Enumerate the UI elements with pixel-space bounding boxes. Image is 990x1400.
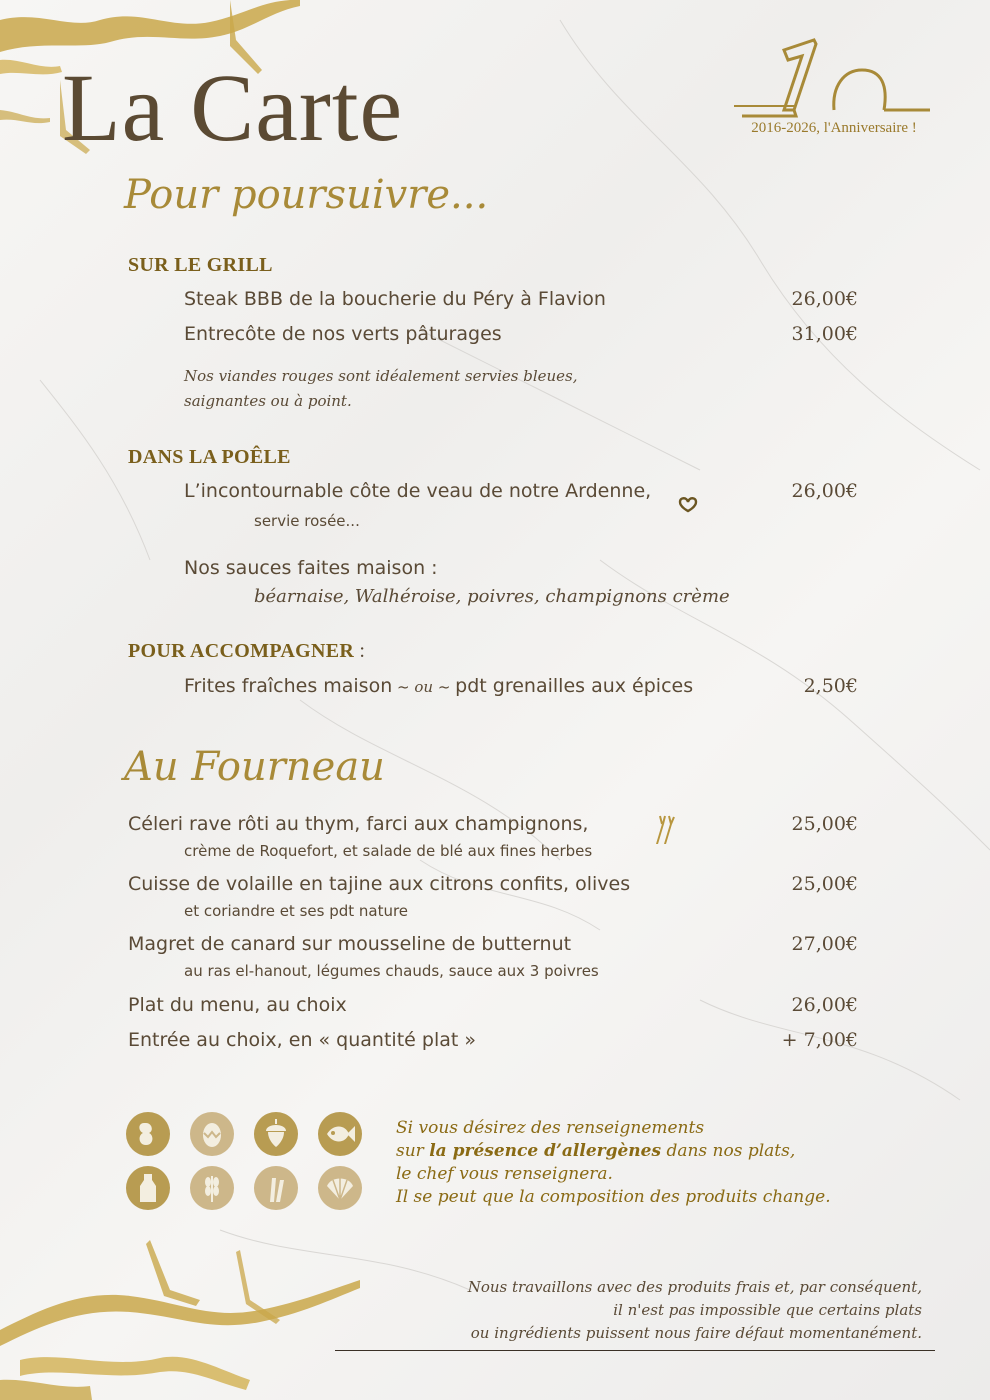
allergen-info xyxy=(396,1117,831,1209)
footer-divider xyxy=(335,1350,935,1351)
nut-icon xyxy=(254,1112,298,1156)
menu-item-volaille: Cuisse de volaille en tajine aux citrons confits, olives xyxy=(128,873,631,895)
accompagnement-sep2: ~ xyxy=(433,678,456,696)
egg-icon xyxy=(190,1112,234,1156)
menu-item-entrecote-price: 31,00€ xyxy=(791,323,858,345)
accompagnement-frites: Frites fraîches maison xyxy=(184,675,393,697)
sauces-list: béarnaise, Walhéroise, poivres, champignons crème xyxy=(254,586,730,607)
allergen-info-line1: Si vous désirez des renseignements xyxy=(396,1118,705,1138)
category-sur-le-grill: SUR LE GRILL xyxy=(128,254,273,276)
peanut-icon xyxy=(126,1112,170,1156)
category-dans-la-poele: DANS LA POÊLE xyxy=(128,446,291,468)
menu-item-celeri-price: 25,00€ xyxy=(791,813,858,835)
accompagnement-grenailles: pdt grenailles aux épices xyxy=(455,675,694,697)
menu-item-magret: Magret de canard sur mousseline de butternut xyxy=(128,933,572,955)
allergen-info-line2 xyxy=(396,1140,831,1163)
grill-note-line1: Nos viandes rouges sont idéalement servies bleues, xyxy=(184,367,578,385)
milk-icon xyxy=(126,1166,170,1210)
ten-years-logo-icon xyxy=(724,30,944,120)
category-pour-accompagner xyxy=(128,640,365,663)
anniversary-badge xyxy=(724,30,944,150)
footer-line3: ou ingrédients puissent nous faire défaut momentanément. xyxy=(470,1324,922,1342)
accompagnement-ou: ou xyxy=(414,678,434,696)
menu-item-cote-de-veau-price: 26,00€ xyxy=(791,480,858,502)
anniversary-text: 2016-2026, l'Anniversaire ! xyxy=(751,120,917,136)
shellfish-icon xyxy=(318,1166,362,1210)
menu-item-entrecote: Entrecôte de nos verts pâturages xyxy=(184,323,502,345)
section-title-pour-poursuivre: Pour poursuivre... xyxy=(124,172,489,218)
menu-item-celeri-sub: crème de Roquefort, et salade de blé aux fines herbes xyxy=(184,842,593,860)
page-title: La Carte xyxy=(62,54,404,161)
allergen-info-line3: le chef vous renseignera. xyxy=(396,1164,613,1184)
footer-line1: Nous travaillons avec des produits frais et, par conséquent, xyxy=(467,1278,922,1296)
category-pour-accompagner-label: POUR ACCOMPAGNER xyxy=(128,640,355,662)
menu-item-accompagnement xyxy=(184,675,693,697)
menu-item-steak: Steak BBB de la boucherie du Péry à Flavion xyxy=(184,288,606,310)
gold-leaf-decoration-bottom xyxy=(0,1230,360,1400)
menu-item-plat-du-menu: Plat du menu, au choix xyxy=(128,994,347,1016)
grill-note xyxy=(184,364,578,414)
allergen-icons xyxy=(126,1112,366,1216)
menu-item-celeri: Céleri rave rôti au thym, farci aux champignons, xyxy=(128,813,589,835)
vegetarian-carrot-icon xyxy=(650,814,676,846)
menu-item-entree-au-choix: Entrée au choix, en « quantité plat » xyxy=(128,1029,476,1051)
menu-item-plat-du-menu-price: 26,00€ xyxy=(791,994,858,1016)
fish-icon xyxy=(318,1112,362,1156)
menu-item-volaille-price: 25,00€ xyxy=(791,873,858,895)
menu-item-entree-au-choix-price: + 7,00€ xyxy=(781,1029,858,1051)
sauces-title: Nos sauces faites maison : xyxy=(184,557,438,579)
menu-item-magret-price: 27,00€ xyxy=(791,933,858,955)
menu-item-accompagnement-price: 2,50€ xyxy=(803,675,858,697)
allergen-info-line2-pre: sur xyxy=(396,1141,430,1161)
menu-item-volaille-sub: et coriandre et ses pdt nature xyxy=(184,902,409,920)
allergen-info-line2-post: dans nos plats, xyxy=(661,1141,796,1161)
allergen-info-line4: Il se peut que la composition des produits change. xyxy=(396,1187,831,1207)
footer-note xyxy=(468,1276,922,1345)
grill-note-line2: saignantes ou à point. xyxy=(184,392,352,410)
menu-item-cote-de-veau: L’incontournable côte de veau de notre Ardenne, xyxy=(184,480,652,502)
celery-icon xyxy=(254,1166,298,1210)
menu-item-steak-price: 26,00€ xyxy=(791,288,858,310)
category-colon: : xyxy=(354,640,366,662)
menu-item-cote-de-veau-sub: servie rosée... xyxy=(254,512,360,530)
allergen-info-line2-bold: la présence d’allergènes xyxy=(429,1141,662,1161)
heart-icon xyxy=(676,494,700,514)
section-title-au-fourneau: Au Fourneau xyxy=(124,744,385,790)
accompagnement-sep1: ~ xyxy=(392,678,415,696)
footer-line2: il n'est pas impossible que certains plats xyxy=(613,1301,922,1319)
menu-item-magret-sub: au ras el-hanout, légumes chauds, sauce aux 3 poivres xyxy=(184,962,599,980)
gluten-icon xyxy=(190,1166,234,1210)
